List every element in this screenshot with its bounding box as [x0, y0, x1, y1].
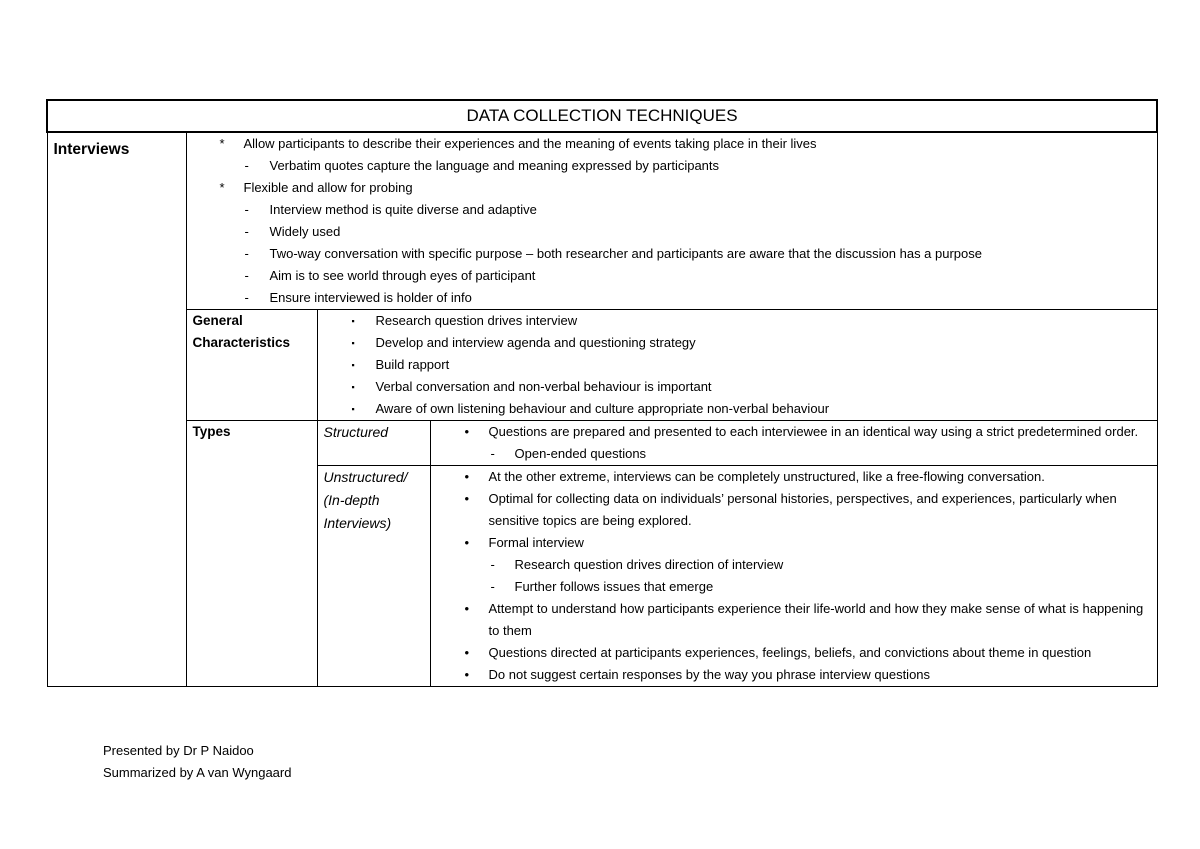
- square-bullet-icon: ▪: [351, 382, 355, 392]
- list-item: [431, 642, 1157, 664]
- footer-credits: [103, 740, 291, 784]
- list-item: [431, 443, 1157, 465]
- dash-bullet-icon: -: [244, 246, 249, 261]
- list-item-text: Open-ended questions: [514, 446, 647, 461]
- list-item-text: Aim is to see world through eyes of participant: [269, 268, 536, 283]
- list-item-text: Interview method is quite diverse and adaptive: [269, 202, 537, 217]
- list-item: [187, 221, 1157, 243]
- list-item-text: Aware of own listening behaviour and culture appropriate non-verbal behaviour: [375, 401, 830, 416]
- list-item-text: At the other extreme, interviews can be completely unstructured, like a free-flowing conversation.: [488, 469, 1045, 484]
- types-label: Types: [186, 421, 317, 687]
- list-item: [187, 243, 1157, 265]
- list-item: [431, 532, 1157, 554]
- unstructured-points-cell: [430, 466, 1157, 687]
- list-item-text: Develop and interview agenda and questioning strategy: [375, 335, 696, 350]
- unstructured-points-list: [431, 466, 1157, 686]
- dot-bullet-icon: •: [464, 601, 470, 616]
- list-item-text: Two-way conversation with specific purpose – both researcher and participants are aware that the discussion has a purpose: [269, 246, 982, 261]
- interviews-points-list: [187, 133, 1157, 309]
- general-characteristics-cell: [317, 310, 1157, 421]
- list-item: [187, 287, 1157, 309]
- list-item-text: Verbatim quotes capture the language and meaning expressed by participants: [269, 158, 720, 173]
- list-item: [187, 265, 1157, 287]
- square-bullet-icon: ▪: [351, 404, 355, 414]
- list-item: [431, 576, 1157, 598]
- asterisk-bullet-icon: *: [219, 180, 225, 195]
- general-characteristics-label: [186, 310, 317, 421]
- list-item-text: Build rapport: [375, 357, 450, 372]
- dash-bullet-icon: -: [244, 202, 249, 217]
- structured-points-cell: [430, 421, 1157, 466]
- list-item: [318, 332, 1157, 354]
- data-collection-table: [46, 99, 1158, 687]
- list-item: [187, 133, 1157, 155]
- dash-bullet-icon: -: [244, 290, 249, 305]
- structured-label: Structured: [317, 421, 430, 466]
- list-item: [187, 177, 1157, 199]
- unstructured-label-line1: Unstructured/: [323, 469, 408, 485]
- general-characteristics-list: [318, 310, 1157, 420]
- list-item-text: Do not suggest certain responses by the way you phrase interview questions: [488, 667, 931, 682]
- list-item: [431, 598, 1157, 642]
- dash-bullet-icon: -: [244, 158, 249, 173]
- list-item-text: Ensure interviewed is holder of info: [269, 290, 472, 305]
- square-bullet-icon: ▪: [351, 338, 355, 348]
- dash-bullet-icon: -: [244, 268, 249, 283]
- summarized-by: Summarized by A van Wyngaard: [103, 765, 292, 780]
- dot-bullet-icon: •: [464, 535, 470, 550]
- dot-bullet-icon: •: [464, 491, 470, 506]
- list-item-text: Research question drives interview: [375, 313, 578, 328]
- list-item: [187, 155, 1157, 177]
- list-item: [431, 421, 1157, 443]
- list-item-text: Further follows issues that emerge: [514, 579, 714, 594]
- list-item-text: Formal interview: [488, 535, 584, 550]
- dash-bullet-icon: -: [244, 224, 249, 239]
- list-item-text: Questions are prepared and presented to each interviewee in an identical way using a strict predetermined order.: [488, 424, 1139, 439]
- unstructured-label: [317, 466, 430, 687]
- table-title: DATA COLLECTION TECHNIQUES: [47, 100, 1157, 132]
- list-item-text: Attempt to understand how participants experience their life-world and how they make sense of what is happening to them: [488, 601, 1144, 638]
- list-item: [318, 354, 1157, 376]
- dash-bullet-icon: -: [490, 557, 495, 572]
- list-item-text: Flexible and allow for probing: [243, 180, 413, 195]
- list-item: [431, 554, 1157, 576]
- dash-bullet-icon: -: [490, 579, 495, 594]
- list-item: [431, 488, 1157, 532]
- list-item-text: Optimal for collecting data on individuals’ personal histories, perspectives, and experiences, particularly when sensitive topics are being explored.: [488, 491, 1117, 528]
- list-item-text: Verbal conversation and non-verbal behaviour is important: [375, 379, 712, 394]
- structured-points-list: [431, 421, 1157, 465]
- general-label-line1: General: [192, 313, 243, 328]
- dot-bullet-icon: •: [464, 424, 470, 439]
- general-label-line2: Characteristics: [192, 335, 291, 350]
- list-item-text: Widely used: [269, 224, 341, 239]
- asterisk-bullet-icon: *: [219, 136, 225, 151]
- dash-bullet-icon: -: [490, 446, 495, 461]
- list-item: [318, 398, 1157, 420]
- square-bullet-icon: ▪: [351, 316, 355, 326]
- presented-by: Presented by Dr P Naidoo: [103, 743, 254, 758]
- list-item: [187, 199, 1157, 221]
- list-item-text: Research question drives direction of interview: [514, 557, 784, 572]
- dot-bullet-icon: •: [464, 469, 470, 484]
- document-page: [46, 99, 1156, 687]
- interviews-points-cell: [186, 132, 1157, 310]
- square-bullet-icon: ▪: [351, 360, 355, 370]
- dot-bullet-icon: •: [464, 645, 470, 660]
- dot-bullet-icon: •: [464, 667, 470, 682]
- list-item: [318, 310, 1157, 332]
- unstructured-label-line2: (In-depth: [323, 492, 380, 508]
- list-item-text: Allow participants to describe their experiences and the meaning of events taking place in their lives: [243, 136, 817, 151]
- list-item-text: Questions directed at participants experiences, feelings, beliefs, and convictions about theme in question: [488, 645, 1092, 660]
- list-item: [318, 376, 1157, 398]
- interviews-label: Interviews: [47, 132, 186, 687]
- list-item: [431, 664, 1157, 686]
- unstructured-label-line3: Interviews): [323, 515, 392, 531]
- list-item: [431, 466, 1157, 488]
